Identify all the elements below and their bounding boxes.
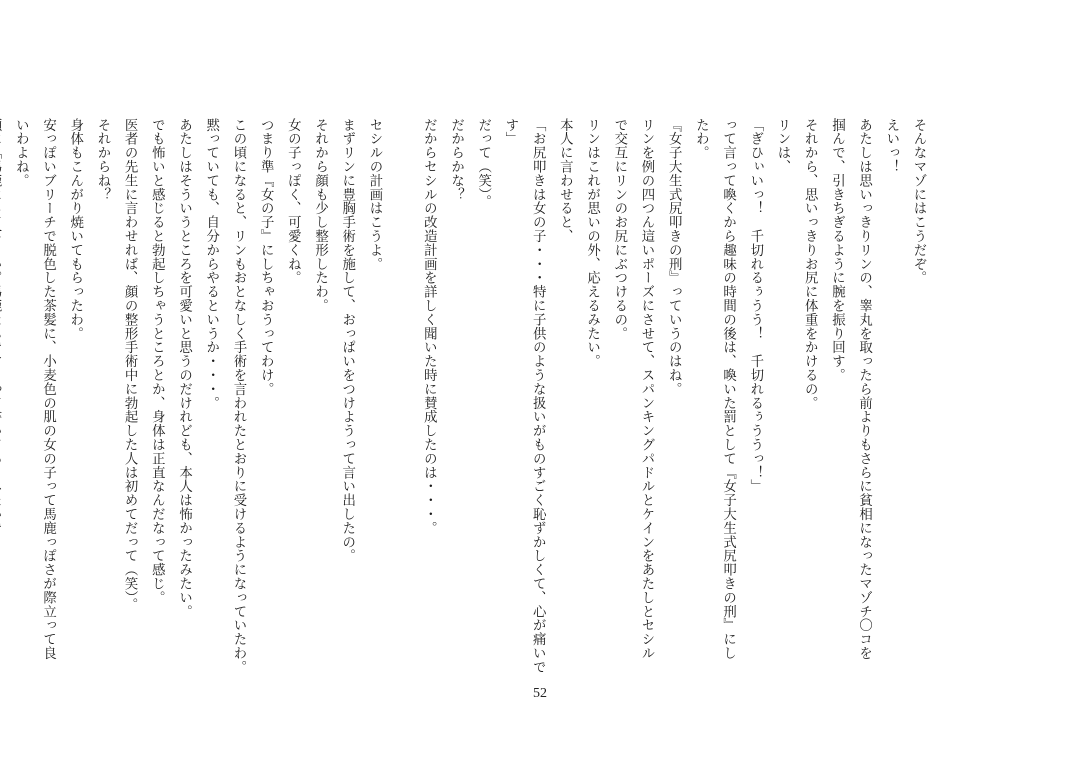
text-line: って言って喚くから趣味の時間の後は、喚いた罰として『女子大生式尻叩きの刑』にし [720,118,736,661]
text-line: 身体もこんがり焼いてもらったわ。 [67,118,83,341]
text-line: それからね？ [94,118,110,202]
text-line: 「お尻叩きは女の子・・・特に子供のような扱いがものすごく恥ずかしくて、心が痛いで [530,118,546,674]
text-line: 医者の先生に言わせれば、顔の整形手術中に勃起した人は初めてだって（笑）。 [122,118,138,612]
text-line: いわよね。 [13,118,29,188]
text-line: あたしは思いっきりリンの、睾丸を取ったら前よりもさらに貧相になったマゾチ〇コを [856,118,872,661]
text-line: そんなマゾにはこうだぞ。 [911,118,926,285]
text-line: でも怖いと感じると勃起しちゃうところとか、身体は正直なんだなって感じ。 [149,118,165,605]
text-line: だからセシルの改造計画を詳しく聞いた時に賛成したのは・・・。 [421,118,437,535]
text-line: たわ。 [693,118,709,160]
vertical-text-body [0,118,932,678]
text-line: この頃になると、リンもおとなしく手術を言われたとおりに受けるようになっていたわ。 [230,118,246,674]
text-line: 女の子っぽく、可愛くね。 [285,118,301,285]
text-line: リンは、 [774,118,790,174]
text-line: それから顔も少し整形したわ。 [312,118,328,313]
text-line: 本人に言わせると、 [557,118,573,244]
text-line: 「ぎひぃいっ！ 千切れるぅうう！ 千切れるぅううっ！」 [747,118,763,494]
text-line: えいっ！ [883,118,899,174]
text-line: す」 [502,118,518,146]
text-line: だからかな？ [448,118,464,202]
text-line: それから、思いっきりお尻に体重をかけるの。 [802,118,818,410]
text-line: まずリンに豊胸手術を施して、おっぱいをつけようって言い出したの。 [339,118,355,563]
text-line: リンはこれが思いの外、応えるみたい。 [584,118,600,369]
text-line: つまり準『女の子』にしちゃおうってわけ。 [258,118,274,396]
text-line: あたしはそういうところを可愛いと思うのだけれども、本人は怖かったみたい。 [176,118,192,619]
text-line: 『女子大生式尻叩きの刑』っていうのはね。 [666,118,682,396]
text-line [0,118,7,678]
text-line: 安っぽいブリーチで脱色した茶髪に、小麦色の肌の女の子って馬鹿っぽさが際立って良 [40,118,56,661]
page-number: 52 [533,686,547,701]
text-line: だって（笑）。 [475,118,491,209]
text-line: リンを例の四つん這いポーズにさせて、スパンキングパドルとケインをあたしとセシル [638,118,654,661]
text-line: 黙っていても、自分からやるというか・・・。 [203,118,219,410]
text-line: セシルの計画はこうよ。 [366,118,382,271]
text-line: 掴んで、引きちぎるように腕を振り回す。 [829,118,845,383]
blank-line [388,118,415,678]
text-line: で交互にリンのお尻にぶつけるの。 [611,118,627,341]
